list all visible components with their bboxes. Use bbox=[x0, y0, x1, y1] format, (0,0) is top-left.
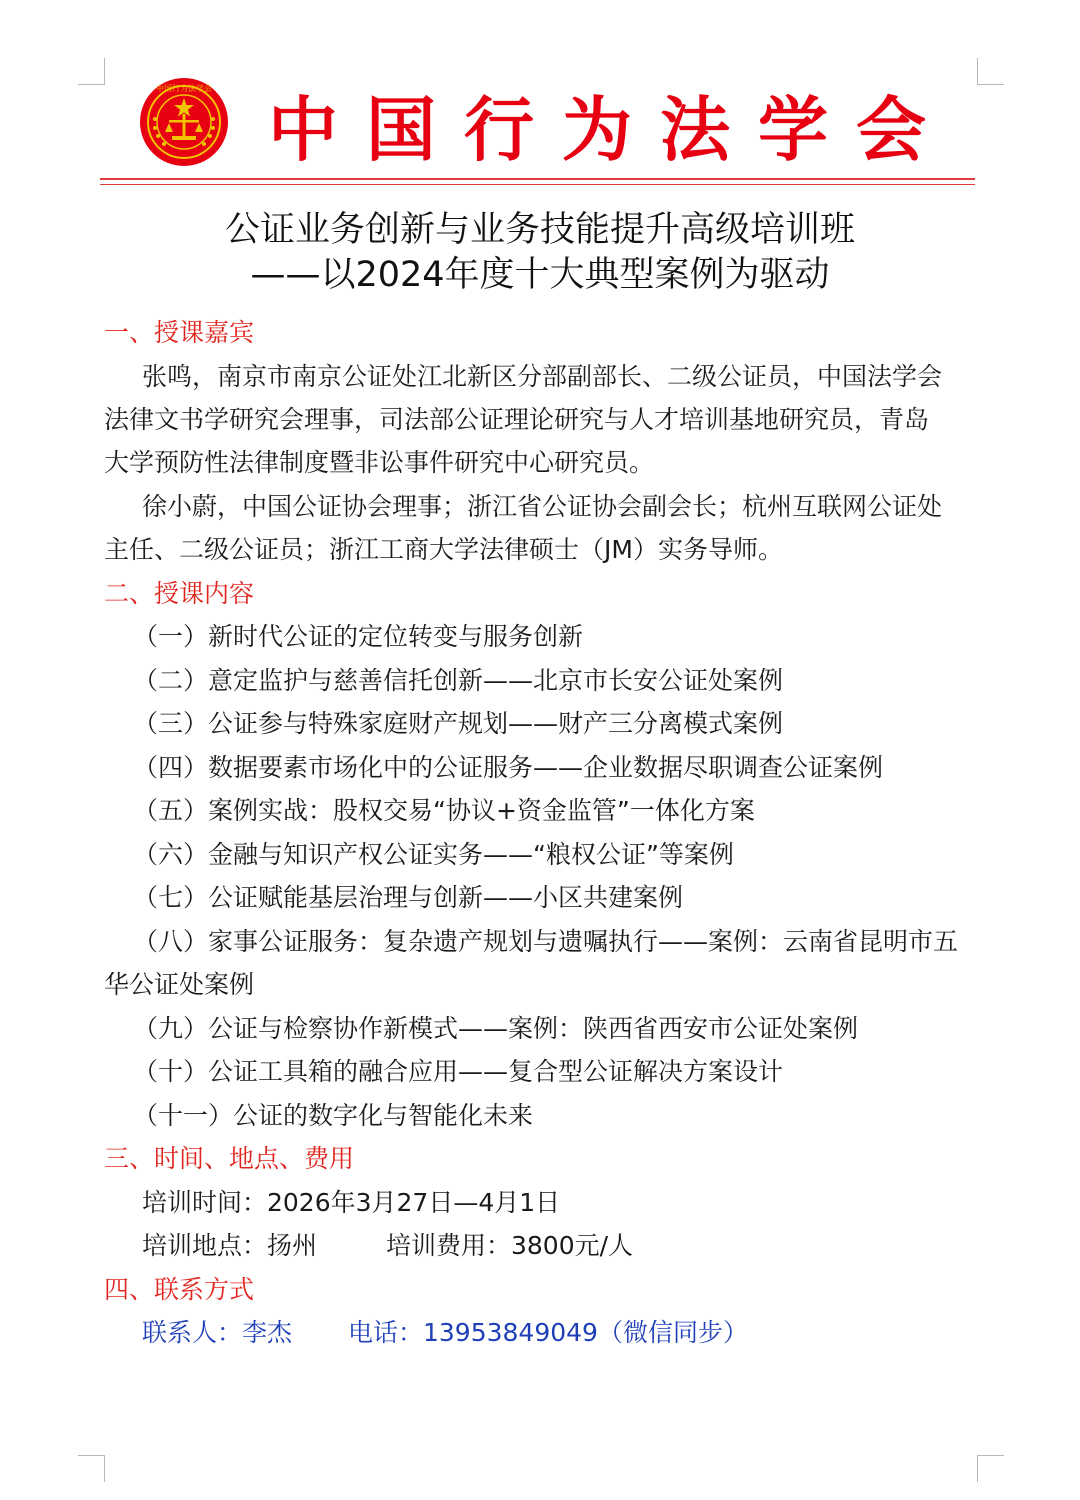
instructor-bio-line: 张鸣，南京市南京公证处江北新区分部副部长、二级公证员，中国法学会 bbox=[142, 362, 943, 391]
course-item: （十一）公证的数字化与智能化未来 bbox=[133, 1101, 534, 1130]
corner-mark-bottom-right bbox=[977, 1455, 1004, 1482]
document-title: 公证业务创新与业务技能提升高级培训班 bbox=[224, 210, 855, 250]
society-emblem-logo bbox=[138, 76, 230, 168]
contact-phone: 电话：13953849049（微信同步） bbox=[348, 1318, 748, 1347]
header-rule-thick bbox=[100, 178, 975, 180]
course-item: （八）家事公证服务：复杂遗产规划与遗嘱执行——案例：云南省昆明市五 bbox=[133, 927, 959, 956]
course-item: （一）新时代公证的定位转变与服务创新 bbox=[133, 622, 584, 651]
course-item: （二）意定监护与慈善信托创新——北京市长安公证处案例 bbox=[133, 666, 784, 695]
corner-mark-bottom-left bbox=[78, 1455, 105, 1482]
course-item: （九）公证与检察协作新模式——案例：陕西省西安市公证处案例 bbox=[133, 1014, 859, 1043]
svg-text:中国行为法学会: 中国行为法学会 bbox=[156, 84, 212, 93]
document-subtitle: ——以2024年度十大典型案例为驱动 bbox=[250, 255, 830, 295]
course-item: （三）公证参与特殊家庭财产规划——财产三分离模式案例 bbox=[133, 709, 784, 738]
training-fee: 培训费用：3800元/人 bbox=[386, 1231, 634, 1260]
section-heading-content: 二、授课内容 bbox=[104, 579, 255, 608]
instructor-bio-line: 法律文书学研究会理事，司法部公证理论研究与人才培训基地研究员，青岛 bbox=[104, 405, 930, 434]
course-item: （五）案例实战：股权交易“协议+资金监管”一体化方案 bbox=[133, 796, 755, 825]
training-location: 培训地点：扬州 bbox=[142, 1231, 318, 1260]
instructor-bio-line: 主任、二级公证员；浙江工商大学法律硕士（JM）实务导师。 bbox=[104, 535, 783, 564]
instructor-bio-line: 大学预防性法律制度暨非讼事件研究中心研究员。 bbox=[104, 448, 655, 477]
contact-person: 联系人：李杰 bbox=[142, 1318, 293, 1347]
corner-mark-top-right bbox=[977, 58, 1004, 85]
header-rule-thin bbox=[100, 184, 975, 185]
training-time: 培训时间：2026年3月27日—4月1日 bbox=[142, 1188, 561, 1217]
course-item: （四）数据要素市场化中的公证服务——企业数据尽职调查公证案例 bbox=[133, 753, 884, 782]
section-heading-logistics: 三、时间、地点、费用 bbox=[104, 1144, 355, 1173]
instructor-bio-line: 徐小蔚，中国公证协会理事；浙江省公证协会副会长；杭州互联网公证处 bbox=[142, 492, 943, 521]
section-heading-instructors: 一、授课嘉宾 bbox=[104, 318, 255, 347]
course-item-continuation: 华公证处案例 bbox=[104, 970, 255, 999]
course-item: （十）公证工具箱的融合应用——复合型公证解决方案设计 bbox=[133, 1057, 784, 1086]
course-item: （七）公证赋能基层治理与创新——小区共建案例 bbox=[133, 883, 684, 912]
corner-mark-top-left bbox=[78, 58, 105, 85]
course-item: （六）金融与知识产权公证实务——“粮权公证”等案例 bbox=[133, 840, 734, 869]
section-heading-contact: 四、联系方式 bbox=[104, 1275, 255, 1304]
organization-name: 中国行为法学会 bbox=[268, 89, 954, 171]
